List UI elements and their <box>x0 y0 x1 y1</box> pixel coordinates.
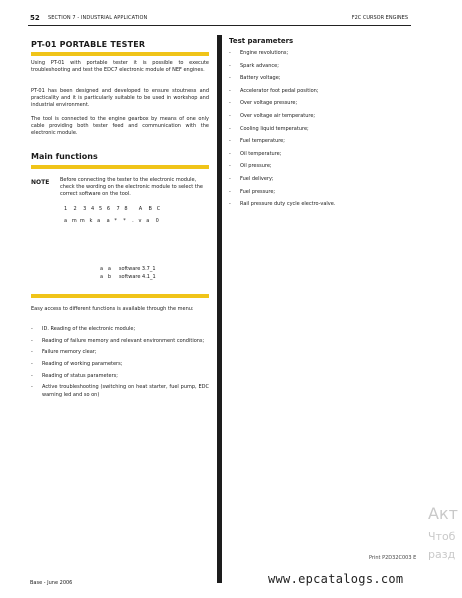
activation-watermark-line: разд <box>428 548 456 561</box>
main-functions-heading: Main functions <box>31 152 98 161</box>
list-item: - Active troubleshooting (switching on heat starter, fuel pump, EDC warning led and so on) <box>31 384 209 398</box>
test-parameters-heading: Test parameters <box>229 37 294 45</box>
heading-accent-bar <box>31 52 209 56</box>
list-item: - Rail pressure duty cycle electro-valve. <box>229 201 336 208</box>
functions-list <box>31 326 209 403</box>
list-item: - Oil pressure; <box>229 163 272 170</box>
bullet-dash: - <box>229 163 231 170</box>
list-item: - Reading of status parameters; <box>31 372 118 379</box>
bullet-dash: - <box>229 150 231 157</box>
bullet-dash: - <box>229 50 231 56</box>
header-rule <box>28 25 411 26</box>
intro-paragraph-2: PT-01 has been designed and developed to ensure stoutness and practicality and it is particularly suitable to be used in workshop and industrial environment. <box>31 88 209 109</box>
software-row-1: a a software 3.7_1 <box>100 266 156 272</box>
watermark-site: www.epcatalogs.com <box>268 572 404 586</box>
list-item: - Fuel pressure; <box>229 188 276 195</box>
list-item: - Oil temperature; <box>229 150 282 157</box>
divider-accent-bar <box>31 294 209 298</box>
bullet-dash: - <box>31 384 33 391</box>
note-text: Before connecting the tester to the electronic module, check the wording on the electronic module to select the correct software on the tool. <box>60 177 203 198</box>
bullet-dash: - <box>31 349 33 356</box>
bullet-dash: - <box>229 75 231 82</box>
menu-intro: Easy access to different functions is available through the menu: <box>31 306 194 312</box>
bullet-dash: - <box>229 100 231 107</box>
footer-edition: Base - June 2006 <box>30 580 73 586</box>
bullet-dash: - <box>229 125 231 132</box>
list-item: - Over voltage pressure; <box>229 100 298 107</box>
list-item: - Battery voltage; <box>229 75 281 82</box>
list-item: - Fuel temperature; <box>229 138 285 145</box>
page-number: 52 <box>30 14 40 22</box>
intro-paragraph-1: Using PT-01 with portable tester it is possible to execute troubleshooting and test the EDC7 electronic module of NEF engines. <box>31 60 209 74</box>
footer-print-code: Print P2D32C003 E <box>369 555 417 561</box>
note-label: NOTE <box>31 179 50 186</box>
bullet-dash: - <box>31 361 33 368</box>
engine-title: F2C CURSOR ENGINES <box>351 15 408 21</box>
bullet-dash: - <box>229 175 231 182</box>
list-item: - ID. Reading of the electronic module; <box>31 326 136 332</box>
bullet-dash: - <box>229 138 231 145</box>
bullet-dash: - <box>31 326 33 332</box>
list-item: - Cooling liquid temperature; <box>229 125 309 132</box>
bullet-dash: - <box>229 188 231 195</box>
code-value-row: a m m k a a * * . v a 0 <box>64 218 159 224</box>
list-item: - Reading of failure memory and relevant environment conditions; <box>31 337 205 344</box>
list-item: - Reading of working parameters; <box>31 361 123 368</box>
bullet-dash: - <box>31 372 33 379</box>
intro-paragraph-3: The tool is connected to the engine gearbox by means of one only cable providing both tester feed and communication with the electronic module. <box>31 116 209 137</box>
bullet-dash: - <box>229 62 231 69</box>
subheading-accent-bar <box>31 165 209 169</box>
column-divider <box>217 35 222 583</box>
activation-watermark-title: Акт <box>428 504 458 523</box>
bullet-dash: - <box>229 112 231 119</box>
activation-watermark-line: Чтоб <box>428 530 456 543</box>
list-item: - Spark advance; <box>229 62 279 69</box>
code-position-row: 1 2 3 4 5 6 7 8 A B C <box>64 206 161 212</box>
list-item: - Accelerator foot pedal position; <box>229 87 319 94</box>
test-parameters-list <box>229 50 409 214</box>
section-heading: PT-01 PORTABLE TESTER <box>31 40 146 49</box>
section-title: SECTION 7 - INDUSTRIAL APPLICATION <box>48 15 148 21</box>
list-item: - Fuel delivery; <box>229 175 274 182</box>
list-item: - Failure memory clear; <box>31 349 97 356</box>
list-item: - Over voltage air temperature; <box>229 112 316 119</box>
bullet-dash: - <box>229 201 231 208</box>
list-item: - Engine revolutions; <box>229 50 289 56</box>
bullet-dash: - <box>229 87 231 94</box>
bullet-dash: - <box>31 337 33 344</box>
software-row-2: a b software 4.1_1 <box>100 274 156 280</box>
